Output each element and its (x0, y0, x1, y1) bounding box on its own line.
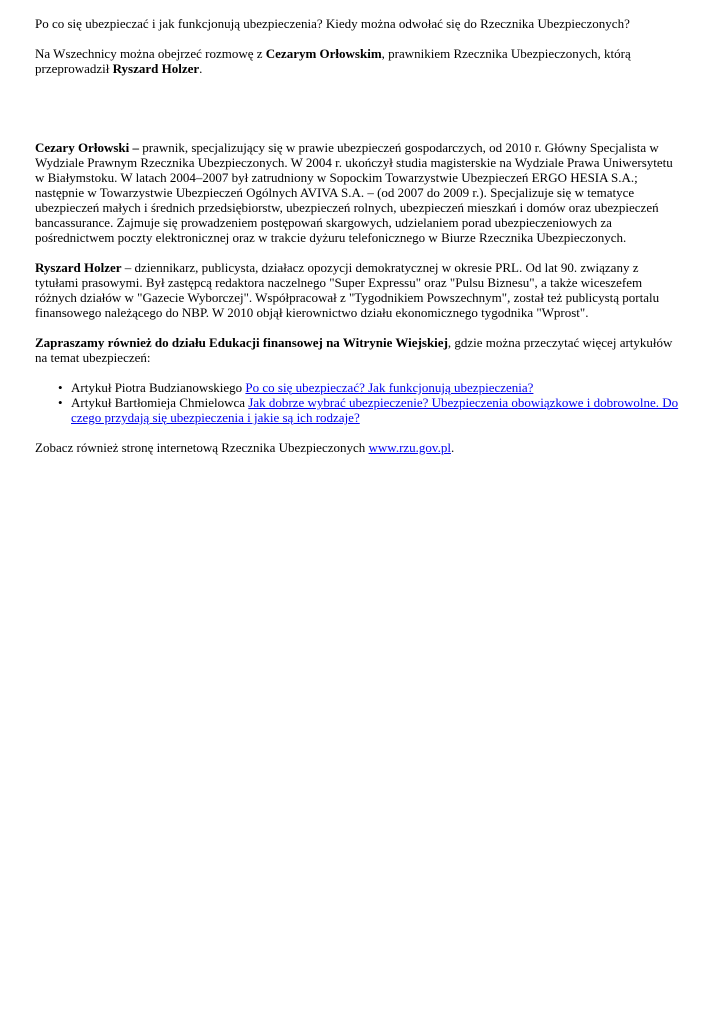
bio-holzer-text: – dziennikarz, publicysta, działacz opozycji demokratycznej w okresie PRL. Od lat 90. związany z tytułami prasowymi. Był zastępcą redaktora naczelnego "Super Expressu" oraz "Pulsu Biznesu", a także wiceszefem różnych działów w "Gazecie Wyborczej". Współpracował z "Tygodnikiem Powszechnym", został też publicystą portalu finansowego należącego do NBP. W 2010 objął kierownictwo działu ekonomicznego tygodnika "Wprost". (35, 260, 660, 320)
interviewer-name: Ryszard Holzer (112, 61, 200, 76)
intro-post: . (199, 61, 203, 76)
outro-paragraph (35, 440, 685, 455)
invite-text: , gdzie można przeczytać więcej artykułów na temat ubezpieczeń: (35, 335, 673, 365)
article-list (35, 380, 685, 425)
intro-paragraph (35, 46, 685, 76)
invite-bold: Zapraszamy również do działu Edukacji finansowej na Witrynie Wiejskiej (35, 335, 448, 350)
document-body (35, 16, 685, 470)
rzu-website-link[interactable]: www.rzu.gov.pl (368, 440, 451, 455)
bullet-icon: • (58, 395, 63, 410)
article-author: Artykuł Bartłomieja Chmielowca (71, 395, 249, 410)
list-item (58, 380, 685, 395)
bullet-icon: • (58, 380, 63, 395)
bio-orlowski (35, 140, 685, 245)
article-author: Artykuł Piotra Budzianowskiego (71, 380, 246, 395)
outro-pre: Zobacz również stronę internetową Rzecznika Ubezpieczonych (35, 440, 369, 455)
intro-pre: Na Wszechnicy można obejrzeć rozmowę z (35, 46, 266, 61)
invite-paragraph (35, 335, 685, 365)
article-link[interactable]: Jak dobrze wybrać ubezpieczenie? Ubezpieczenia obowiązkowe i dobrowolne. Do czego przydają się ubezpieczenia i jakie są ich rodzaje? (71, 395, 679, 425)
intro-question: Po co się ubezpieczać i jak funkcjonują ubezpieczenia? Kiedy można odwołać się do Rzecznika Ubezpieczonych? (35, 16, 630, 31)
article-link[interactable]: Po co się ubezpieczać? Jak funkcjonują ubezpieczenia? (245, 380, 534, 395)
list-item (58, 395, 685, 425)
bio-holzer-name: Ryszard Holzer (35, 260, 122, 275)
bio-holzer (35, 260, 685, 320)
intro-mid: , prawnikiem Rzecznika Ubezpieczonych, którą przeprowadził (35, 46, 631, 76)
bio-orlowski-name: Cezary Orłowski – (35, 140, 139, 155)
outro-post: . (450, 440, 455, 455)
bio-orlowski-text: prawnik, specjalizujący się w prawie ubezpieczeń gospodarczych, od 2010 r. Główny Specjalista w Wydziale Prawnym Rzecznika Ubezpieczonych. W 2004 r. ukończył studia magisterskie na Wydziale Prawa Uniwersytetu w Białymstoku. W latach 2004–2007 był zatrudniony w Sopockim Towarzystwie Ubezpieczeń ERGO HESIA S.A.; następnie w Towarzystwie Ubezpieczeń Ogólnych AVIVA S.A. – (od 2007 do 2009 r.). Specjalizuje się w tematyce ubezpieczeń małych i średnich przedsiębiorstw, ubezpieczeń rolnych, ubezpieczeń mieszkań i domów oraz ubezpieczeń bancassurance. Zajmuje się prowadzeniem postępowań skargowych, udzielaniem porad ubezpieczeniowych za pośrednictwem poczty elektronicznej oraz w trakcie dyżuru telefonicznego w Biurze Rzecznika Ubezpieczonych. (35, 140, 673, 245)
interviewee-name: Cezarym Orłowskim (265, 46, 382, 61)
